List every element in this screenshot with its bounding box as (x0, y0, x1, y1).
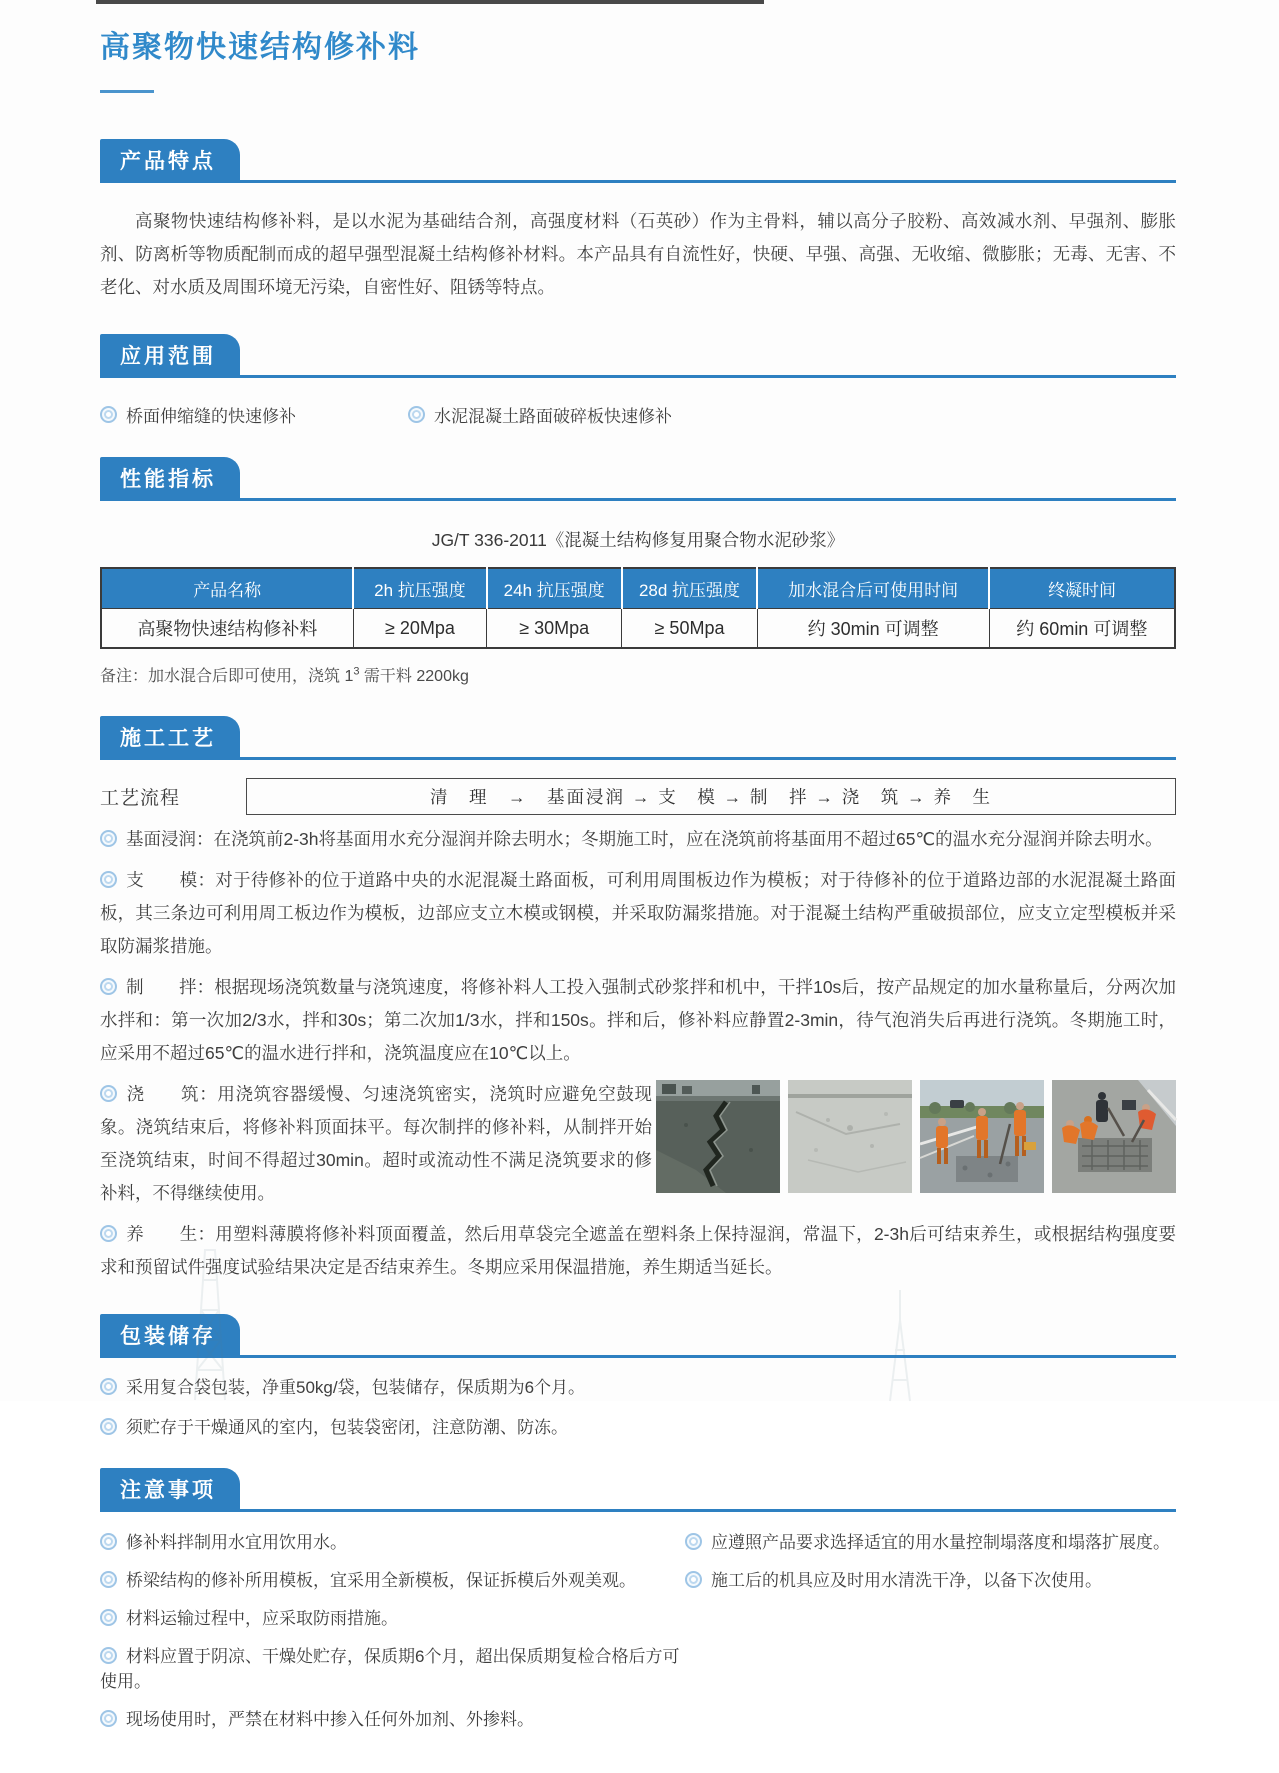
casting-row (100, 1072, 1176, 1210)
step-text: 浇 筑：用浇筑容器缓慢、匀速浇筑密实，浇筑时应避免空鼓现象。浇筑结束后，将修补料顶面抹平。每次制拌的修补料，从制拌开始至浇筑结束，时间不得超过30min。超时或流动性不满足浇筑要求的修补料，不得继续使用。 (100, 1084, 652, 1203)
note-text: 需干料 2200kg (359, 668, 469, 685)
list-item-text: 修补料拌制用水宜用饮用水。 (126, 1533, 347, 1552)
ring-bullet-icon (685, 1533, 702, 1550)
ring-bullet-icon (100, 1085, 117, 1102)
list-item (100, 1604, 685, 1629)
table-cell: ≥ 20Mpa (353, 609, 486, 649)
list-item (100, 1413, 1176, 1438)
step-text: 制 拌：根据现场浇筑数量与浇筑速度，将修补料人工投入强制式砂浆拌和机中，干拌10s后，按产品规定的加水量称量后，分两次加水拌和：第一次加2/3水，拌和30s；第二次加1/3水，拌和150s。拌和后，修补料应静置2-3min，待气泡消失后再进行浇筑。冬期施工时，应采用不超过65℃的温水进行拌和，浇筑温度应在10℃以上。 (100, 977, 1176, 1063)
table-header-cell: 24h 抗压强度 (487, 568, 622, 609)
ring-bullet-icon (100, 1533, 117, 1550)
watermark-spire-icon (865, 1290, 935, 1401)
list-item (685, 1528, 1176, 1553)
photo-repaired-concrete-surface (788, 1080, 912, 1193)
list-item (100, 402, 408, 427)
notes-columns (100, 1528, 1176, 1743)
ring-bullet-icon (100, 830, 117, 847)
site-photo-strip (656, 1080, 1176, 1210)
list-item-text: 材料运输过程中，应采取防雨措施。 (126, 1609, 398, 1628)
notes-column-right (685, 1528, 1176, 1743)
table-header-cell: 2h 抗压强度 (353, 568, 486, 609)
flow-box: 清 理 → 基面浸润 → 支 模 → 制 拌 → 浇 筑 → 养 生 (246, 778, 1176, 815)
ring-bullet-icon (100, 871, 117, 888)
section-tab-notes: 注意事项 (100, 1468, 240, 1509)
table-header-cell: 加水混合后可使用时间 (757, 568, 989, 609)
step-text: 养 生：用塑料薄膜将修补料顶面覆盖，然后用草袋完全遮盖在塑料条上保持湿润，常温下，2-3h后可结束养生，或根据结构强度要求和预留试件强度试验结果决定是否结束养生。冬期应采用保温措施，养生期适当延长。 (100, 1224, 1176, 1277)
list-item (100, 1528, 685, 1553)
features-paragraph: 高聚物快速结构修补料，是以水泥为基础结合剂，高强度材料（石英砂）作为主骨料，辅以高分子胶粉、高效减水剂、早强剂、膨胀剂、防离析等物质配制而成的超早强型混凝土结构修补材料。本产品具有自流性好，快硬、早强、高强、无收缩、微膨胀；无毒、无害、不老化、对水质及周围环境无污染，自密性好、阻锈等特点。 (100, 211, 1176, 297)
ring-bullet-icon (100, 978, 117, 995)
process-flow-row (100, 778, 1176, 815)
section-tab-process: 施工工艺 (100, 716, 240, 757)
list-item-text: 桥面伸缩缝的快速修补 (126, 407, 296, 426)
standard-caption: JG/T 336-2011《混凝土结构修复用聚合物水泥砂浆》 (431, 530, 845, 550)
table-header-row (101, 568, 1175, 609)
page-title: 高聚物快速结构修补料 (100, 31, 420, 64)
photo-pavement-patch-casting (1052, 1080, 1176, 1193)
list-item-text: 施工后的机具应及时用水清洗干净，以备下次使用。 (711, 1571, 1102, 1590)
ring-bullet-icon (100, 1418, 117, 1435)
section-tab-performance: 性能指标 (100, 457, 240, 498)
list-item (100, 1705, 685, 1730)
table-cell: ≥ 50Mpa (622, 609, 757, 649)
list-item-text: 现场使用时，严禁在材料中掺入任何外加剂、外掺料。 (126, 1710, 534, 1729)
list-item-text: 采用复合袋包装，净重50kg/袋，包装储存，保质期为6个月。 (126, 1378, 586, 1397)
section-head-performance (100, 457, 1176, 501)
section-head-application (100, 334, 1176, 378)
list-item (408, 402, 672, 427)
section-head-process (100, 716, 1176, 760)
list-item-text: 应遵照产品要求选择适宜的用水量控制塌落度和塌落扩展度。 (711, 1533, 1170, 1552)
list-item-text: 水泥混凝土路面破碎板快速修补 (434, 407, 672, 426)
table-row (101, 609, 1175, 649)
table-note (100, 663, 1176, 686)
step-text: 基面浸润：在浇筑前2-3h将基面用水充分湿润并除去明水；冬期施工时，应在浇筑前将基面用不超过65℃的温水充分湿润并除去明水。 (126, 829, 1163, 849)
section-tab-application: 应用范围 (100, 334, 240, 375)
process-step (100, 823, 1176, 856)
section-head-notes (100, 1468, 1176, 1512)
notes-column-left (100, 1528, 685, 1743)
table-cell: ≥ 30Mpa (487, 609, 622, 649)
ring-bullet-icon (100, 1609, 117, 1626)
step-text: 支 模：对于待修补的位于道路中央的水泥混凝土路面板，可利用周围板边作为模板；对于待修补的位于道路边部的水泥混凝土路面板，其三条边可利用周工板边作为模板，边部应支立木模或钢模，并采取防漏浆措施。对于混凝土结构严重破损部位，应支立定型模板并采取防漏浆措施。 (100, 870, 1176, 956)
ring-bullet-icon (408, 406, 425, 423)
flow-label: 工艺流程 (100, 788, 181, 809)
photo-cracked-concrete-pavement (656, 1080, 780, 1193)
table-header-cell: 28d 抗压强度 (622, 568, 757, 609)
section-tab-packaging: 包装储存 (100, 1314, 240, 1355)
title-underline (100, 90, 154, 93)
table-cell: 高聚物快速结构修补料 (101, 609, 353, 649)
process-step (100, 1078, 652, 1210)
list-item (685, 1566, 1176, 1591)
section-head-features (100, 139, 1176, 183)
ring-bullet-icon (685, 1571, 702, 1588)
ring-bullet-icon (100, 1710, 117, 1727)
table-cell: 约 30min 可调整 (757, 609, 989, 649)
list-item (100, 1642, 685, 1692)
process-step (100, 864, 1176, 963)
application-list (100, 402, 1176, 427)
list-item-text: 材料应置于阴凉、干燥处贮存，保质期6个月，超出保质期复检合格后方可使用。 (100, 1647, 680, 1691)
list-item (100, 1566, 685, 1591)
ring-bullet-icon (100, 1378, 117, 1395)
list-item-text: 桥梁结构的修补所用模板，宜采用全新模板，保证拆模后外观美观。 (126, 1571, 636, 1590)
ring-bullet-icon (100, 406, 117, 423)
table-header-cell: 产品名称 (101, 568, 353, 609)
photo-road-repair-crew (920, 1080, 1044, 1193)
table-cell: 约 60min 可调整 (989, 609, 1175, 649)
ring-bullet-icon (100, 1571, 117, 1588)
section-tab-features: 产品特点 (100, 139, 240, 180)
note-text: 备注：加水混合后即可使用，浇筑 1 (100, 668, 354, 685)
note-superscript: 3 (353, 665, 360, 678)
performance-table (100, 567, 1176, 649)
ring-bullet-icon (100, 1225, 117, 1242)
list-item-text: 须贮存于干燥通风的室内，包装袋密闭，注意防潮、防冻。 (126, 1418, 568, 1437)
table-header-cell: 终凝时间 (989, 568, 1175, 609)
ring-bullet-icon (100, 1647, 117, 1664)
watermark-tower-icon (150, 1240, 270, 1400)
process-step (100, 971, 1176, 1070)
